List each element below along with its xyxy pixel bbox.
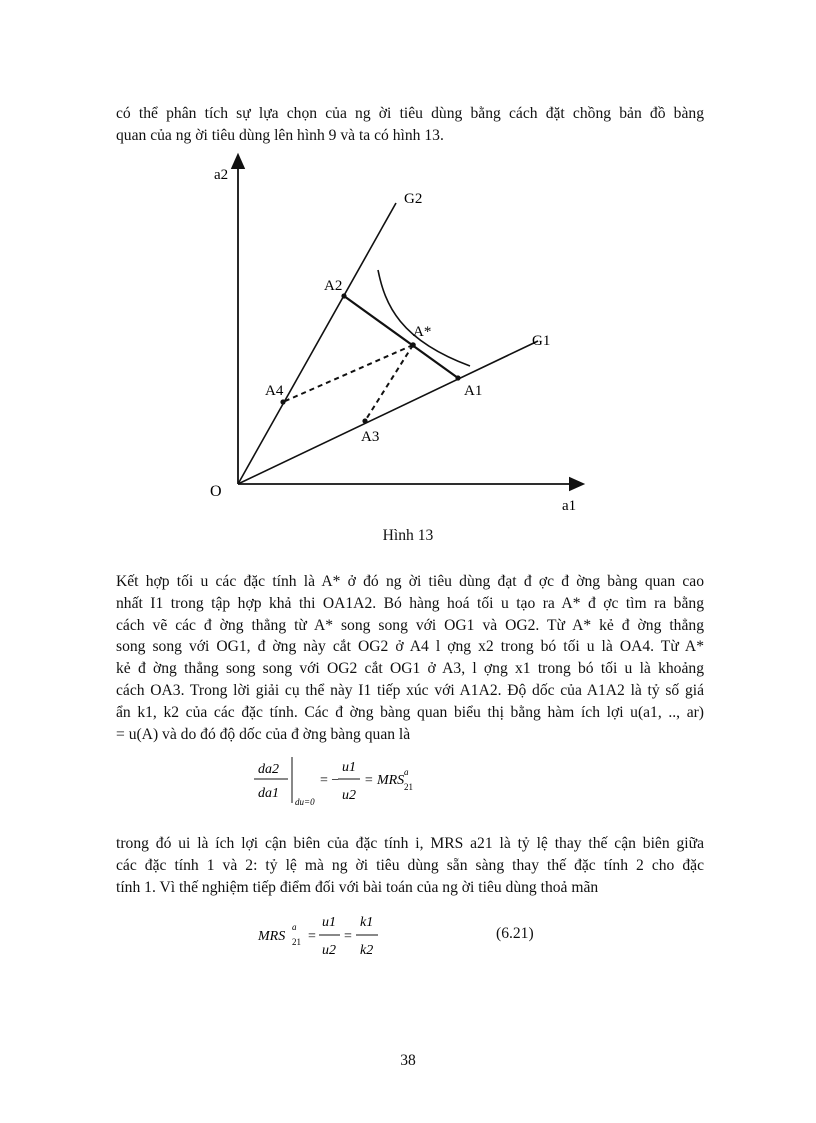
dashed-line-astar-a3 <box>365 345 413 421</box>
para2-line: ẩn k1, k2 của các đặc tính. Các đ ờng bàng quan biểu thị bằng hàm ích lợi u(a1, .., ar) <box>116 703 704 721</box>
point-a3-dot <box>362 418 367 423</box>
eq2-den1: u2 <box>322 943 336 958</box>
para3-line: các đặc tính 1 và 2: tỷ lệ mà ng ời tiêu dùng sẵn sàng thay thế đặc tính 2 cho đặc <box>116 856 704 874</box>
para2-line: song song với OG1, đ ờng này cắt OG2 ở A4 l ợng x2 trong bó tối u là OA4. Từ A* <box>116 638 704 656</box>
para3-line: trong đó ui là ích lợi cận biên của đặc tính i, MRS a21 là tỷ lệ thay thế cận biên giữa <box>116 835 704 852</box>
para2-line: nhất I1 trong tập hợp khả thi OA1A2. Bó hàng hoá tối u tạo ra A* đ ợc tìm ra bằng <box>116 594 704 612</box>
equation-1 <box>250 755 490 815</box>
eq1-sup: a <box>404 767 409 777</box>
point-a3-label: A3 <box>361 429 380 445</box>
eq2-sub: 21 <box>292 937 301 947</box>
body-paragraph-3 <box>116 833 704 898</box>
body-paragraph-2 <box>116 571 704 745</box>
point-a-star-label: A* <box>413 324 432 340</box>
point-a-star-dot <box>410 342 416 348</box>
para2-line: cách vẽ các đ ờng thẳng từ A* song song với OG1 và OG2. Từ A* kẻ đ ờng thẳng <box>116 616 704 634</box>
page-number: 38 <box>400 1052 416 1069</box>
y-axis-label: a2 <box>214 167 229 183</box>
para2-line: cách OA3. Trong lời giải cụ thể này I1 tiếp xúc với A1A2. Độ dốc của A1A2 là tỷ số giá <box>116 681 704 699</box>
ray-g1-label: G1 <box>532 333 551 349</box>
x-axis-label: a1 <box>562 498 577 514</box>
dashed-line-astar-a4 <box>283 345 413 402</box>
point-a1-label: A1 <box>464 383 483 399</box>
ray-g2-label: G2 <box>404 191 423 207</box>
budget-line-a1-a2 <box>344 296 458 378</box>
point-a1-dot <box>455 375 460 380</box>
eq1-minus: = − <box>320 773 340 788</box>
eq2-sup: a <box>292 922 297 932</box>
point-a2-label: A2 <box>324 278 343 294</box>
para3-line: tính 1. Vì thế nghiệm tiếp điểm đối với bài toán của ng ời tiêu dùng thoả mãn <box>116 878 599 896</box>
eq1-frac-numerator: u1 <box>342 760 356 775</box>
indifference-curve <box>378 270 470 366</box>
point-a2-dot <box>341 293 346 298</box>
origin-label: O <box>210 483 222 500</box>
eq1-rhs: = MRS <box>364 773 405 788</box>
eq2-num1: u1 <box>322 915 336 930</box>
eq1-frac-denominator: u2 <box>342 788 356 803</box>
eq2-equals-2: = <box>344 929 352 944</box>
intro-line-2: quan của ng ời tiêu dùng lên hình 9 và ta có hình 13. <box>116 126 444 144</box>
para2-line: kẻ đ ờng thẳng song song với OG2 cắt OG1 ở A3, l ợng x1 trong bó tối u là khoảng <box>116 660 704 678</box>
equation-number: (6.21) <box>496 925 534 942</box>
eq1-lhs-numerator: da2 <box>258 762 279 777</box>
eq2-den2: k2 <box>360 943 374 958</box>
figure-caption: Hình 13 <box>382 527 434 544</box>
eq1-condition: du=0 <box>295 797 315 807</box>
para2-line: = u(A) và do đó độ dốc của đ ờng bàng quan là <box>116 725 411 743</box>
point-a4-dot <box>280 399 285 404</box>
para2-line: Kết hợp tối u các đặc tính là A* ở đó ng ời tiêu dùng đạt đ ợc đ ờng bàng quan cao <box>116 573 704 590</box>
eq2-lhs: MRS <box>258 929 286 944</box>
ray-og1 <box>238 341 538 484</box>
eq2-equals-1: = <box>308 929 316 944</box>
point-a4-label: A4 <box>265 383 284 399</box>
figure-13-diagram <box>0 0 816 560</box>
eq1-sub: 21 <box>404 782 413 792</box>
intro-line-1: có thể phân tích sự lựa chọn của ng ời tiêu dùng bằng cách đặt chồng bản đồ bàng <box>116 105 704 122</box>
eq2-num2: k1 <box>360 915 374 930</box>
eq1-lhs-denominator: da1 <box>258 786 279 801</box>
equation-2 <box>256 910 416 970</box>
